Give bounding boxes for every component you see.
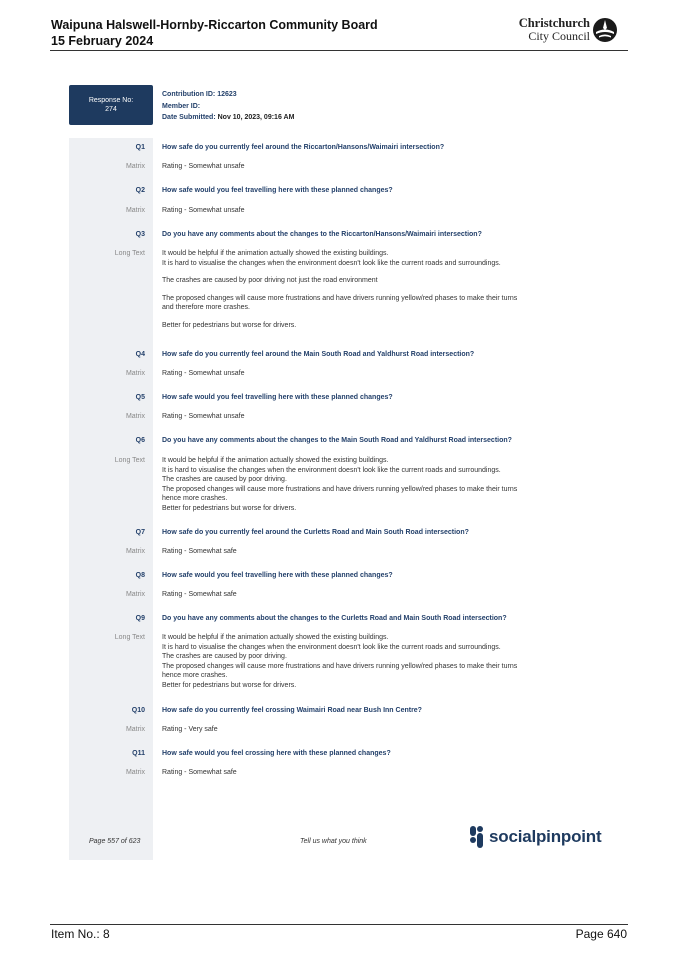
question-number: Q1 [135, 144, 145, 151]
question-number: Q6 [135, 437, 145, 444]
footer-rule [50, 924, 628, 925]
question-text: How safe do you currently feel crossing Waimairi Road near Bush Inn Centre? [162, 707, 422, 714]
contribution-label: Contribution ID: [162, 91, 216, 98]
tagline: Tell us what you think [300, 838, 367, 845]
header-rule [50, 50, 628, 51]
response-number-box [69, 85, 153, 125]
question-text: How safe would you feel travelling here with these planned changes? [162, 187, 393, 194]
document-header [51, 17, 378, 49]
question-number: Q10 [131, 707, 145, 714]
socialpinpoint-logo [470, 826, 601, 848]
question-number: Q2 [135, 187, 145, 194]
question-type: Long Text [114, 250, 145, 257]
answer-text: Rating - Somewhat safe [162, 591, 237, 598]
question-type: Matrix [125, 726, 145, 733]
socialpinpoint-mark-icon [470, 826, 484, 848]
question-number: Q5 [135, 394, 145, 401]
question-number: Q4 [135, 351, 145, 358]
answer-text: Rating - Somewhat unsafe [162, 163, 245, 170]
inner-page-number: Page 557 of 623 [89, 838, 141, 845]
question-type: Matrix [125, 769, 145, 776]
question-text: How safe do you currently feel around the Main South Road and Yaldhurst Road intersection? [162, 351, 475, 358]
response-number: 274 [105, 106, 117, 113]
meeting-date: 15 February 2024 [51, 34, 154, 48]
question-type: Matrix [125, 163, 145, 170]
logo-line2: City Council [528, 29, 590, 43]
question-type: Matrix [125, 413, 145, 420]
question-type: Matrix [125, 591, 145, 598]
question-text: How safe do you currently feel around the Curletts Road and Main South Road intersection? [162, 529, 469, 536]
item-number: Item No.: 8 [51, 927, 110, 941]
contribution-info [162, 89, 294, 124]
question-type: Matrix [125, 207, 145, 214]
answer-text: It would be helpful if the animation actually showed the existing buildings. It is hard to visualise the changes when the environment doesn't look like the current roads and surroundings. The crashes are caused by poor driving not just the road environment The proposed changes will cause more frustrations and have drivers running yellow/red phases to make their turns and therefore more crashes. Better for pedestrians but worse for drivers. [162, 250, 518, 329]
answer-text: Rating - Somewhat unsafe [162, 370, 245, 377]
answer-text: Rating - Somewhat safe [162, 548, 237, 555]
question-number: Q8 [135, 572, 145, 579]
question-text: How safe would you feel crossing here with these planned changes? [162, 750, 391, 757]
page-number: Page 640 [575, 927, 627, 941]
date-label: Date Submitted: [162, 114, 216, 121]
question-type: Matrix [125, 548, 145, 555]
question-text: Do you have any comments about the changes to the Main South Road and Yaldhurst Road intersection? [162, 437, 512, 444]
question-number: Q11 [132, 750, 145, 757]
answer-text: Rating - Very safe [162, 726, 218, 733]
member-label: Member ID: [162, 102, 201, 110]
date-submitted: Nov 10, 2023, 09:16 AM [217, 114, 295, 121]
question-text: How safe would you feel travelling here with these planned changes? [162, 572, 393, 579]
answer-text: Rating - Somewhat safe [162, 769, 237, 776]
question-text: Do you have any comments about the changes to the Curletts Road and Main South Road intersection? [162, 615, 507, 622]
question-text: How safe would you feel travelling here with these planned changes? [162, 394, 393, 401]
question-text: Do you have any comments about the changes to the Riccarton/Hansons/Waimairi intersection? [162, 231, 482, 238]
question-type: Long Text [114, 634, 145, 641]
christchurch-city-council-logo [514, 17, 618, 45]
question-number: Q9 [135, 615, 145, 622]
question-text: How safe do you currently feel around the Riccarton/Hansons/Waimairi intersection? [162, 144, 445, 151]
answer-text: Rating - Somewhat unsafe [162, 207, 245, 214]
response-label: Response No: [88, 97, 134, 104]
board-title: Waipuna Halswell-Hornby-Riccarton Community Board [51, 18, 378, 32]
contribution-id: 12623 [217, 91, 237, 98]
question-number: Q7 [135, 529, 145, 536]
council-emblem-icon [592, 17, 618, 43]
answer-text: Rating - Somewhat unsafe [162, 413, 245, 420]
question-type: Long Text [114, 457, 145, 464]
logo-line1: Christchurch [518, 16, 590, 30]
answer-text: It would be helpful if the animation actually showed the existing buildings. It is hard to visualise the changes when the environment doesn't look like the current roads and surroundings. The crashes are caused by poor driving. The proposed changes will cause more frustrations and have drivers running yellow/red phases to make their turns hence more crashes. Better for pedestrians but worse for drivers. [162, 634, 518, 689]
question-number: Q3 [135, 231, 145, 238]
question-type: Matrix [125, 370, 145, 377]
brand-name: socialpinpoint [489, 827, 602, 846]
answer-text: It would be helpful if the animation actually showed the existing buildings. It is hard to visualise the changes when the environment doesn't look like the current roads and surroundings. The crashes are caused by poor driving. The proposed changes will cause more frustrations and have drivers running yellow/red phases to make their turns hence more crashes. Better for pedestrians but worse for drivers. [162, 457, 518, 512]
